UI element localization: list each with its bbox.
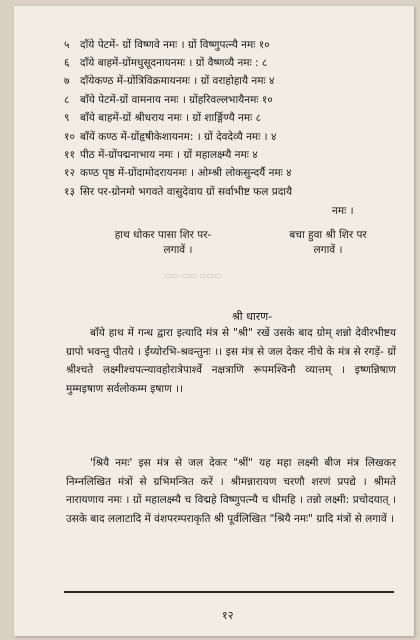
list-item: १२ कण्ठ पृष्ठ में-ग्रोंदामोदरायनमः । ओम्श्री लोकसुन्दर्यै नमः ४ bbox=[64, 167, 292, 179]
instruction-right-line2: लगावें । bbox=[313, 244, 343, 256]
bleed-through-smudge: ▭▭ ▭▭ ▭▭▭ bbox=[164, 271, 222, 280]
paragraph-1: बाँये हाथ में गन्ध द्वारा इत्यादि मंत्र से "श्री" रखें उसके बाद ग्रोम् शन्नो देवीरभीष्टय ग्रापो भवन्तु पीतये । ईंय्योरभि-श्रवन्तुनः ।। इस मंत्र से जल देकर नीचे के मंत्र से रगड़ें- ग्रों श्रीश्चते लक्ष्मीश्चपत्न्यावहोरात्रेपार्श्वे नक्षत्राणि रूपमश्विनौ व्यात्तम् । इष्णन्निषाण मुम्मइषाण सर्वलोकम्म इषाण ।। bbox=[66, 327, 396, 395]
instruction-left-line1: हाथ धोकर पासा शिर पर- bbox=[114, 229, 212, 241]
list-item: ५ दाँये पेटमें- ग्रों विष्णवे नमः । ग्रों विष्णुपत्न्यै नमः १० bbox=[64, 39, 270, 51]
list-item-continuation: नमः । bbox=[332, 205, 354, 217]
page-number: १२ bbox=[222, 609, 234, 622]
list-item: ७ दाँयेकण्ठ में-ग्रोंत्रिविक्रमायनमः । ग्रों वराहोहायै नमः ४ bbox=[64, 75, 275, 87]
document-page bbox=[14, 6, 414, 636]
list-item: ६ दाँये बाहमें-ग्रोंमधुसूदनायनमः । ग्रों वैष्णव्यै नमः : ८ bbox=[64, 57, 268, 69]
footer-rule bbox=[64, 591, 394, 593]
paragraph-2: 'श्रियै नमः' इस मंत्र से जल देकर "श्रीं" यह महा लक्ष्मी बीज मंत्र लिखकर निम्नलिखित मंत्रों से ग्रभिमन्त्रित करें । श्रीमन्नारायण चरणौ शरणं प्रपद्ये । श्रीमते नारायणाय नमः । ग्रों महालक्ष्म्यै च विद्महे विष्णुपत्न्यै च धीमहि । तन्नो लक्ष्मी: प्रचोदयात् । उसके बाद ललाटादि में वंशपरम्पराकृति श्री पूर्वलिखित "श्रियै नमः" ग्रादि मंत्रों से लगावें । bbox=[66, 457, 396, 525]
instruction-right bbox=[258, 228, 398, 258]
instruction-left bbox=[78, 228, 248, 258]
list-item: ९ बाँये बाहमें-ग्रों श्रीधराय नमः । ग्रों शार्ङ्गिण्यै नमः ८ bbox=[64, 112, 262, 124]
instruction-right-line1: बचा हुवा श्री शिर पर bbox=[289, 229, 367, 241]
section-heading: श्री धारण- bbox=[232, 310, 273, 323]
list-item: ८ बाँये पेटमें-ग्रों वामनाय नमः । ग्रोंहरिवल्लभायैनमः १० bbox=[64, 94, 273, 106]
list-item: ११ पीठ में-ग्रोंपद्मनाभाय नमः । ग्रों महालक्ष्म्यै नमः ४ bbox=[64, 149, 258, 161]
instruction-left-line2: लगावें । bbox=[163, 244, 193, 256]
list-item: १० बाँयें कण्ठ में-ग्रोंहृषीकेशायनम: । ग्रों देवदेव्यै नमः । ४ bbox=[64, 131, 277, 143]
list-item: १३ सिर पर-ग्रोनमो भगवते वासुदेवाय ग्रों सर्वाभीष्ट फल प्रदायै bbox=[64, 186, 293, 198]
